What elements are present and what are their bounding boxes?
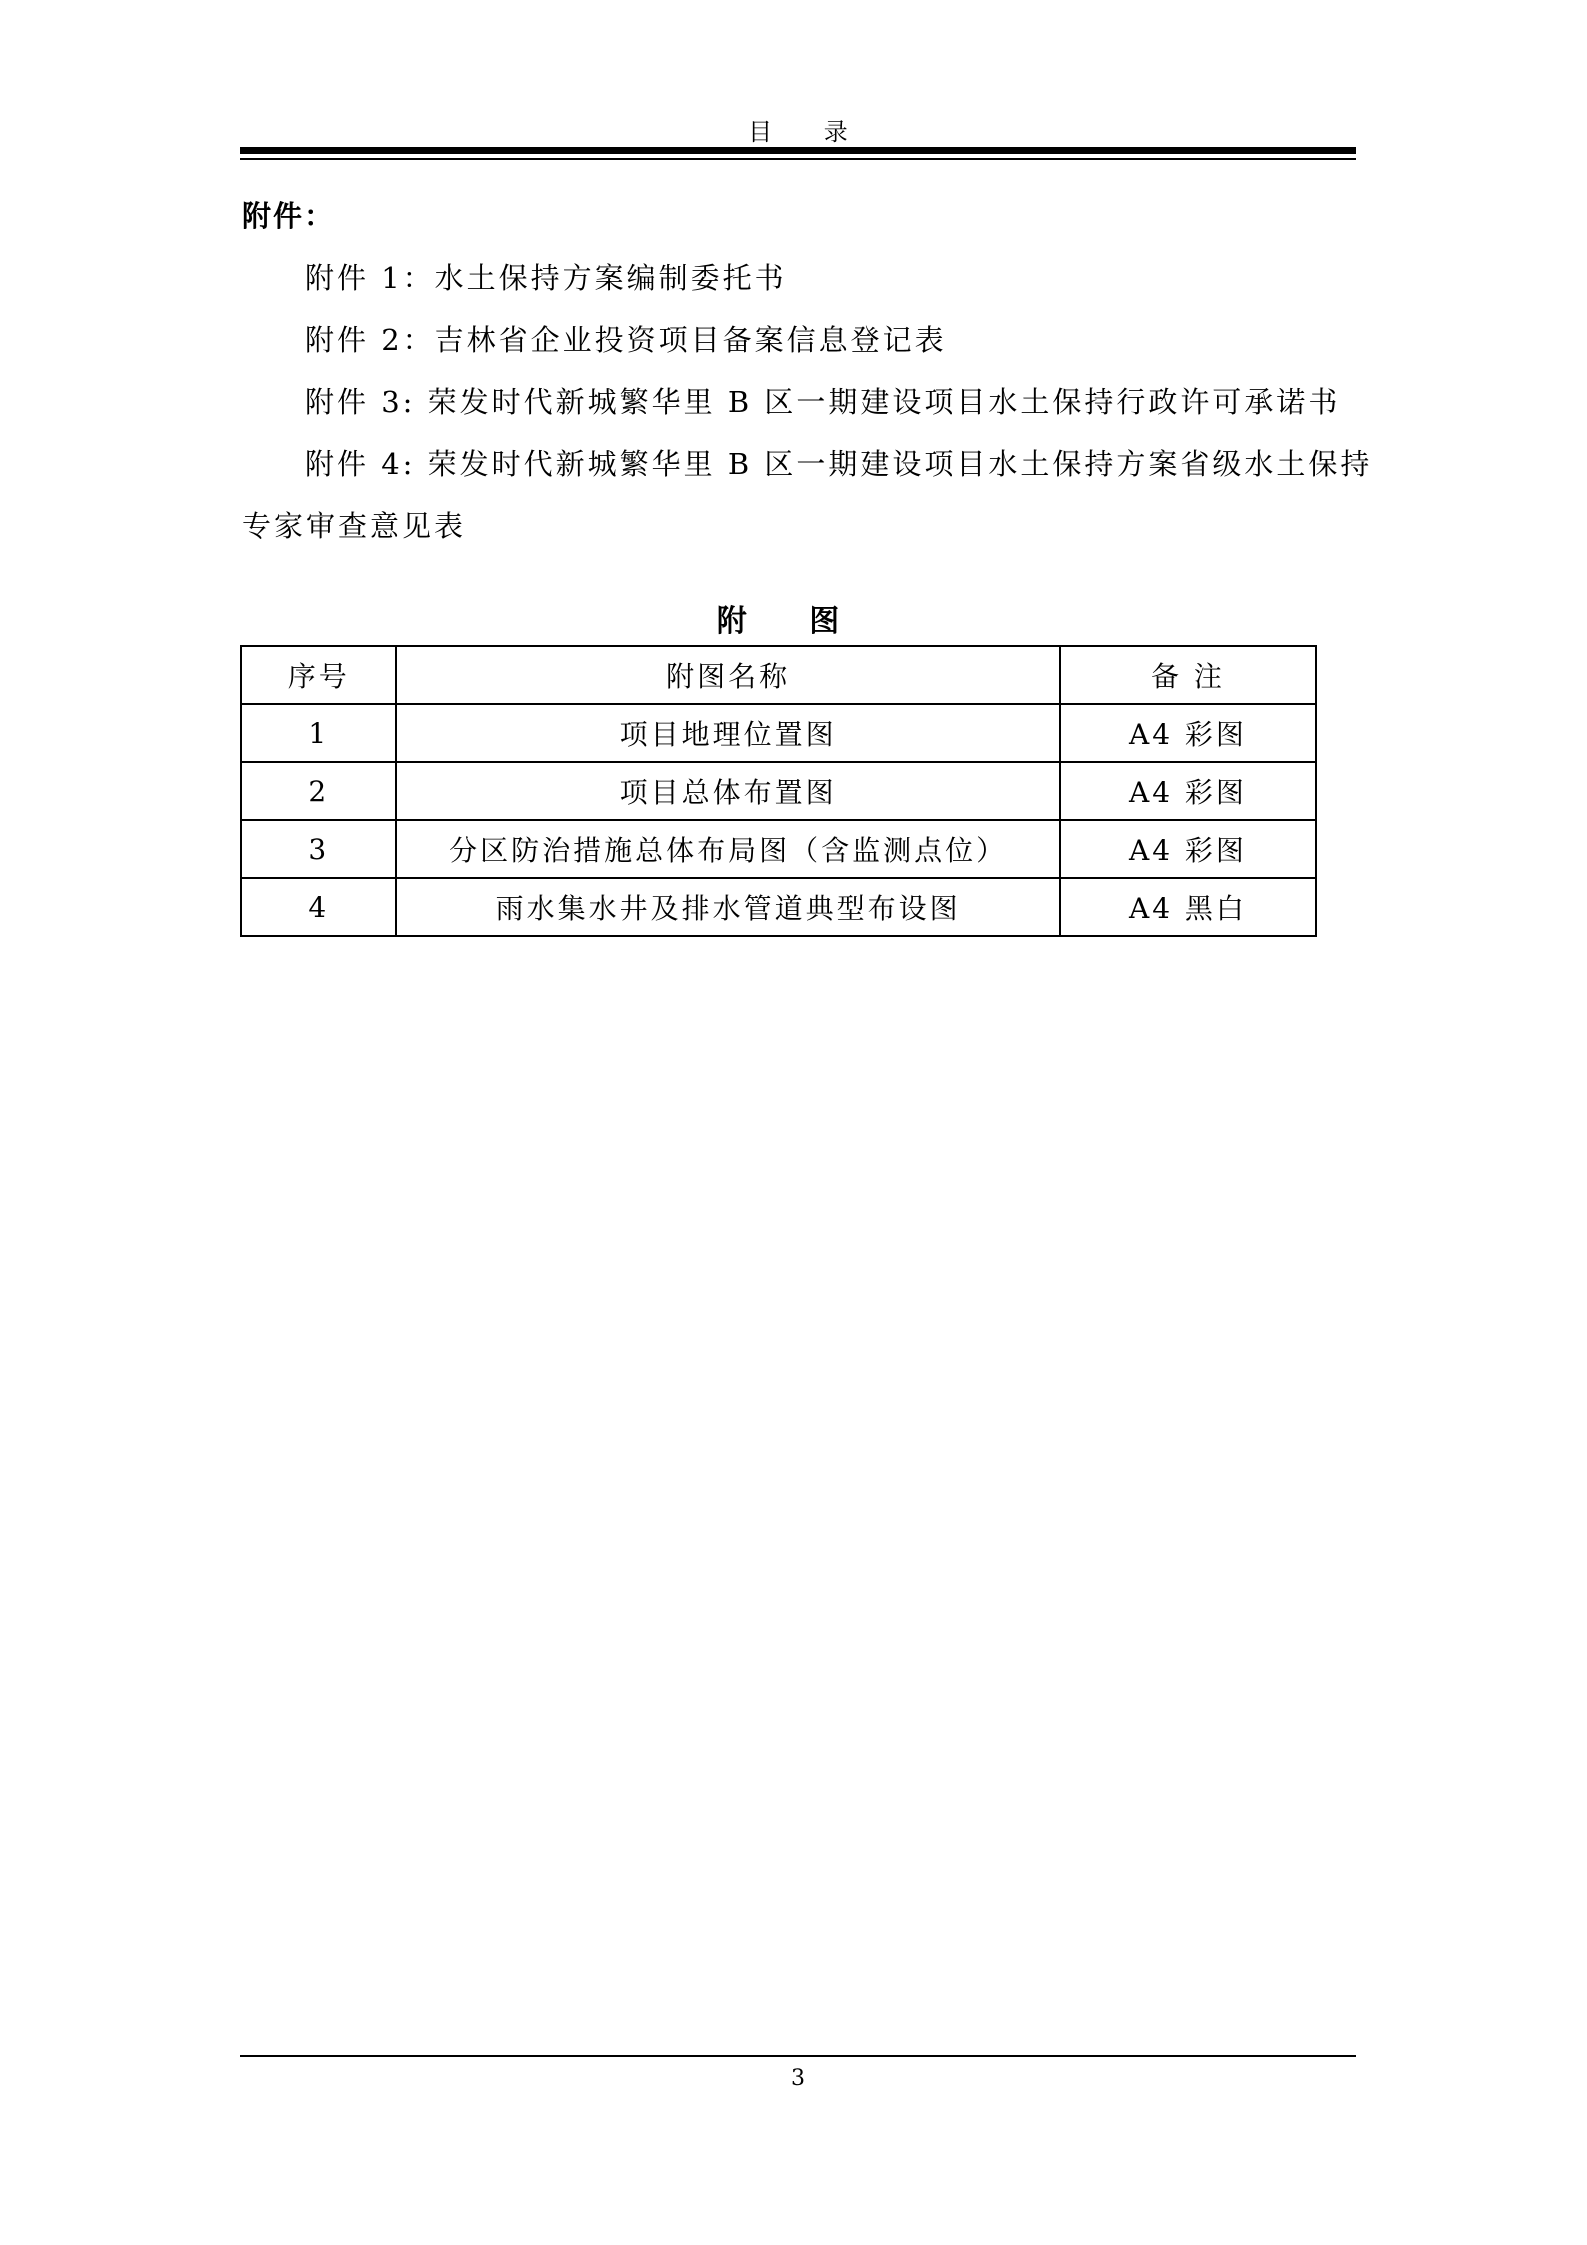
table-row [241,878,1316,936]
column-header-seq: 序号 [241,646,396,704]
attachment-item-4: 附件 4: 荣发时代新城繁华里 B 区一期建设项目水土保持方案省级水土保持 [305,447,1373,481]
cell-name: 项目地理位置图 [396,704,1059,762]
table-row [241,762,1316,820]
column-header-name: 附图名称 [396,646,1059,704]
table-row [241,820,1316,878]
cell-seq: 4 [241,878,396,936]
cell-seq: 1 [241,704,396,762]
cell-seq: 2 [241,762,396,820]
cell-note: A4 彩图 [1060,820,1316,878]
cell-seq: 3 [241,820,396,878]
figures-table [240,645,1317,937]
figures-title: 附 图 [716,604,866,639]
footer-rule [240,2055,1356,2057]
table-header-row [241,646,1316,704]
cell-note: A4 彩图 [1060,762,1316,820]
attachment-item-2: 附件 2：吉林省企业投资项目备案信息登记表 [305,323,947,357]
attachment-item-4-continuation: 专家审查意见表 [242,509,467,543]
cell-name: 项目总体布置图 [396,762,1059,820]
attachments-heading: 附件： [242,199,336,233]
cell-name: 分区防治措施总体布局图（含监测点位） [396,820,1059,878]
page-number: 3 [791,2066,805,2091]
attachment-item-1: 附件 1：水土保持方案编制委托书 [305,261,787,295]
header-rule-thin [240,158,1356,160]
cell-name: 雨水集水井及排水管道典型布设图 [396,878,1059,936]
attachment-item-3: 附件 3: 荣发时代新城繁华里 B 区一期建设项目水土保持行政许可承诺书 [305,385,1341,419]
running-header-title: 目 录 [748,118,870,146]
header-rule-thick [240,147,1356,154]
table-row [241,704,1316,762]
column-header-note: 备 注 [1060,646,1316,704]
cell-note: A4 彩图 [1060,704,1316,762]
cell-note: A4 黑白 [1060,878,1316,936]
